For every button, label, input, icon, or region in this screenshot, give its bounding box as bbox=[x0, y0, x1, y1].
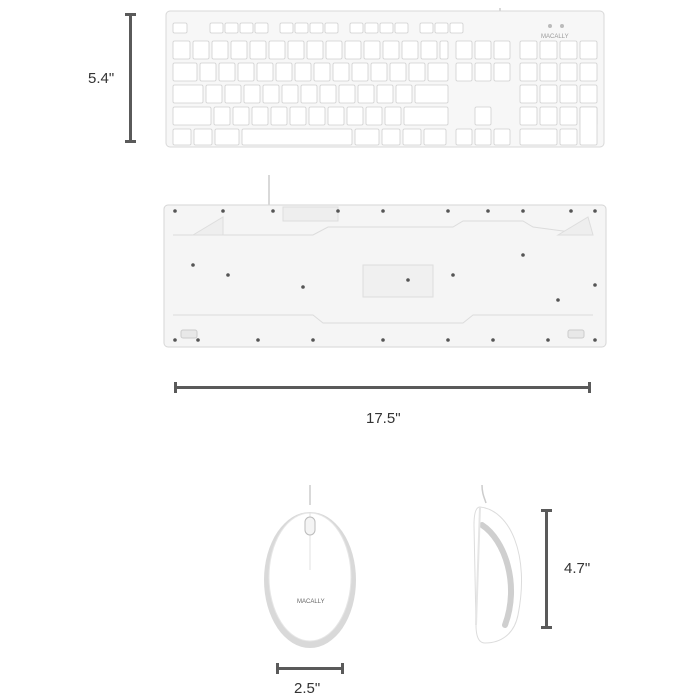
mouse-height-cap-top bbox=[541, 509, 552, 512]
keyboard-logo: MACALLY bbox=[541, 34, 569, 40]
keyboard-height-label: 5.4" bbox=[88, 70, 115, 87]
keyboard-height-cap-bottom bbox=[125, 140, 136, 143]
mouse-logo: MACALLY bbox=[297, 599, 325, 605]
mouse-side-view bbox=[460, 485, 535, 650]
keyboard-bottom-view bbox=[163, 175, 607, 350]
mouse-width-cap-left bbox=[276, 663, 279, 674]
mouse-top-view bbox=[255, 485, 365, 650]
keyboard-height-cap-top bbox=[125, 13, 136, 16]
keyboard-width-line bbox=[175, 386, 590, 389]
keyboard-width-cap-left bbox=[174, 382, 177, 393]
mouse-width-label: 2.5" bbox=[294, 680, 321, 697]
keyboard-top-view bbox=[165, 8, 605, 148]
mouse-width-cap-right bbox=[341, 663, 344, 674]
mouse-height-cap-bottom bbox=[541, 626, 552, 629]
mouse-height-label: 4.7" bbox=[564, 560, 591, 577]
mouse-width-line bbox=[277, 667, 343, 670]
keyboard-width-cap-right bbox=[588, 382, 591, 393]
mouse-height-line bbox=[545, 510, 548, 628]
keyboard-height-line bbox=[129, 14, 132, 142]
keyboard-width-label: 17.5" bbox=[366, 410, 401, 427]
